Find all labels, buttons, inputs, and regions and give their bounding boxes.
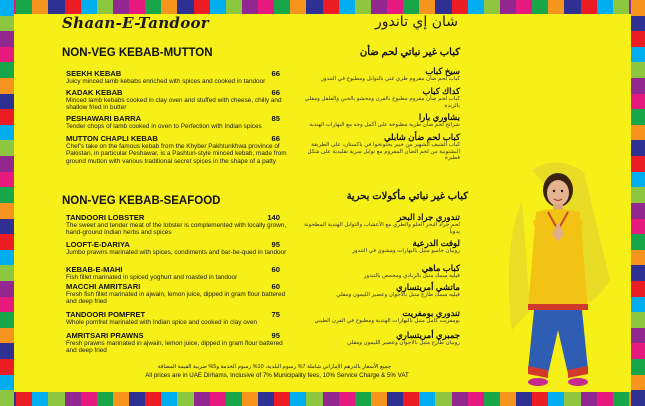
border-patch [16, 392, 32, 406]
border-patch [0, 265, 14, 281]
item-description: Tender chops of lamb cooked in oven to Perfection with Indian spices [66, 123, 262, 130]
border-patch [0, 94, 14, 110]
border-patch [631, 359, 645, 375]
menu-item-arabic [300, 308, 460, 325]
border-patch [631, 0, 645, 16]
item-price: 95 [271, 331, 280, 340]
footer-note: All prices are in UAE Dirhams, Inclusive of 7% Municipality fees, 10% Service Charge & 5% VAT [145, 372, 409, 379]
footer-note-arabic: جميع الأسعار بالدرهم الإماراتي شاملة 7% رسوم البلدية، 10% رسوم الخدمة و5% ضريبة القيمة المضافة [157, 364, 392, 370]
border-patch [631, 219, 645, 235]
border-patch [0, 31, 14, 47]
item-name: LOOFT-E-DARIYA [66, 240, 130, 249]
item-name-arabic: كداك كباب [422, 86, 460, 96]
border-patch [210, 0, 226, 14]
item-description: Fresh prawns marinated in ajwain, lemon juice, dipped in gram flour battered and deep fried [66, 340, 283, 355]
border-patch [631, 390, 645, 406]
border-patch [631, 125, 645, 141]
border-patch [631, 343, 645, 359]
border-patch [161, 0, 177, 14]
border-patch [631, 31, 645, 47]
border-patch [597, 0, 613, 14]
border-patch [500, 0, 516, 14]
border-patch [631, 16, 645, 32]
border-patch [0, 140, 14, 156]
border-patch [0, 328, 14, 344]
border-patch [0, 390, 14, 406]
border-patch [65, 0, 81, 14]
border-patch [516, 392, 532, 406]
border-patch [113, 0, 129, 14]
item-description-arabic: كباب لحم ضأن مفروم مطبوخ بالفرن ومحشو بالجبن والفلفل ومقلي بالزبدة [304, 96, 460, 109]
border-patch [419, 0, 435, 14]
item-price: 60 [271, 265, 280, 274]
item-description: Jumbo prawns marinated with spices, condiments and bar-be-qued in tandoor [66, 249, 287, 256]
menu-item-arabic [300, 86, 460, 109]
border-patch [16, 0, 32, 14]
border-patch [81, 392, 97, 406]
border-patch [484, 392, 500, 406]
border-patch [355, 0, 371, 14]
border-patch [48, 392, 64, 406]
border-patch [631, 109, 645, 125]
border-patch [129, 392, 145, 406]
item-name: TANDOORI POMFRET [66, 310, 146, 319]
border-patch [48, 0, 64, 14]
border-patch [403, 392, 419, 406]
border-patch [339, 0, 355, 14]
border-patch [274, 0, 290, 14]
menu-item [66, 69, 288, 85]
menu-item-arabic [300, 132, 460, 162]
border-patch [177, 0, 193, 14]
border-patch [0, 187, 14, 203]
border-patch [81, 0, 97, 14]
border-patch [226, 392, 242, 406]
menu-item-arabic [300, 263, 460, 280]
menu-item [66, 88, 288, 112]
menu-item [66, 240, 288, 256]
border-patch [0, 234, 14, 250]
border-patch [323, 0, 339, 14]
border-patch [0, 62, 14, 78]
border-patch [65, 392, 81, 406]
item-name-arabic: جمبري أمريتساري [396, 330, 460, 340]
border-patch [0, 78, 14, 94]
item-name: KADAK KEBAB [66, 88, 123, 97]
border-patch [631, 94, 645, 110]
menu-item-arabic [300, 66, 460, 83]
item-name: MACCHI AMRITSARI [66, 282, 141, 291]
border-patch [210, 392, 226, 406]
border-patch [631, 297, 645, 313]
border-patch [0, 47, 14, 63]
decorative-border-top [0, 0, 645, 14]
border-patch [631, 47, 645, 63]
item-name-arabic: ماتشي أمريتساري [395, 282, 460, 292]
border-patch [387, 392, 403, 406]
border-patch [145, 0, 161, 14]
border-patch [242, 0, 258, 14]
menu-item-arabic [300, 330, 460, 347]
border-patch [323, 392, 339, 406]
border-patch [631, 328, 645, 344]
border-patch [242, 392, 258, 406]
border-patch [145, 392, 161, 406]
border-patch [258, 392, 274, 406]
border-patch [564, 0, 580, 14]
border-patch [290, 392, 306, 406]
item-name-arabic: كباب لحم ضأن شابلي [383, 132, 460, 142]
item-description: The sweet and tender meat of the lobster is complemented with locally grown, hand-ground Indian herbs and spices [66, 222, 287, 237]
item-description: Fish fillet marinated in spiced yoghurt and roasted in tandoor [66, 274, 238, 281]
item-price: 75 [271, 310, 280, 319]
item-description: Chef's take on the famous kebab from the Khyber Pakhtunkhwa province of Pakistan, in particular Peshawar, is a Pashtun-style minced kebab, made from ground mutton with various traditional secret spices in the shape of a patty [66, 143, 287, 165]
border-patch [631, 234, 645, 250]
decorative-border-left [0, 0, 14, 406]
border-patch [0, 0, 14, 16]
section-title-seafood: NON-VEG KEBAB-SEAFOOD [62, 195, 221, 207]
border-patch [387, 0, 403, 14]
restaurant-title: Shaan-E-Tandoor [62, 14, 210, 32]
item-name: MUTTON CHAPLI KEBAB [66, 134, 158, 143]
border-patch [613, 392, 629, 406]
border-patch [0, 172, 14, 188]
border-patch [306, 392, 322, 406]
border-patch [631, 140, 645, 156]
border-patch [631, 187, 645, 203]
menu-item [66, 134, 288, 165]
woman-in-traditional-dress-image [492, 160, 622, 390]
border-patch [516, 0, 532, 14]
border-patch [0, 203, 14, 219]
border-patch [355, 392, 371, 406]
border-patch [581, 392, 597, 406]
item-name: SEEKH KEBAB [66, 69, 122, 78]
section-title-mutton-arabic: كباب غير نباتي لحم ضأن [359, 47, 460, 58]
border-patch [452, 392, 468, 406]
border-patch [97, 0, 113, 14]
border-patch [0, 281, 14, 297]
item-description-arabic: لحم جراد البحر الحلو والطري مع الأعشاب والتوابل الهندية المطحونة يدوياً [304, 222, 460, 235]
border-patch [631, 265, 645, 281]
decorative-border-right [631, 0, 645, 406]
border-patch [581, 0, 597, 14]
border-patch [274, 392, 290, 406]
border-patch [548, 0, 564, 14]
border-patch [339, 392, 355, 406]
menu-item-arabic [300, 212, 460, 235]
border-patch [129, 0, 145, 14]
border-patch [371, 0, 387, 14]
border-patch [435, 392, 451, 406]
menu-item [66, 310, 288, 326]
border-patch [435, 0, 451, 14]
border-patch [113, 392, 129, 406]
border-patch [631, 312, 645, 328]
border-patch [0, 156, 14, 172]
border-patch [0, 125, 14, 141]
item-price: 66 [271, 88, 280, 97]
item-name: TANDOORI LOBSTER [66, 213, 145, 222]
border-patch [0, 109, 14, 125]
restaurant-title-arabic: شان إي تاندور [375, 14, 458, 30]
decorative-border-bottom [0, 392, 645, 406]
item-name-arabic: بشاوري بارا [418, 112, 460, 122]
border-patch [161, 392, 177, 406]
item-description: Whole pomfret marinated with Indian spice and cooked in clay oven [66, 319, 258, 326]
border-patch [468, 0, 484, 14]
border-patch [0, 250, 14, 266]
item-description-arabic: فيليه سمك طازج متبل بالأجوان وعصير الليمون ومقلي [336, 292, 460, 298]
border-patch [532, 392, 548, 406]
menu-item [66, 331, 288, 355]
item-description-arabic: فيليه سمك متبل بالزبادي ومحمص بالتندور [363, 273, 460, 279]
border-patch [548, 392, 564, 406]
border-patch [631, 203, 645, 219]
item-price: 66 [271, 134, 280, 143]
border-patch [500, 392, 516, 406]
border-patch [631, 172, 645, 188]
border-patch [258, 0, 274, 14]
menu-item-arabic [300, 282, 460, 299]
border-patch [631, 156, 645, 172]
item-price: 140 [267, 213, 280, 222]
section-title-seafood-arabic: كباب غير نباتي مأكولات بحرية [346, 191, 468, 202]
item-name-arabic: كباب ماهي [421, 263, 460, 273]
border-patch [0, 16, 14, 32]
border-patch [0, 359, 14, 375]
border-patch [0, 219, 14, 235]
border-patch [564, 392, 580, 406]
border-patch [177, 392, 193, 406]
border-patch [194, 392, 210, 406]
border-patch [0, 312, 14, 328]
menu-item [66, 265, 288, 281]
border-patch [484, 0, 500, 14]
menu-item-arabic [300, 112, 460, 129]
item-description: Juicy minced lamb kebabs enriched with spices and cooked in tandoor [66, 78, 266, 85]
border-patch [0, 297, 14, 313]
border-patch [613, 0, 629, 14]
border-patch [0, 343, 14, 359]
border-patch [532, 0, 548, 14]
menu-item [66, 282, 288, 306]
border-patch [97, 392, 113, 406]
border-patch [32, 392, 48, 406]
menu-item-arabic [300, 238, 460, 255]
item-name-arabic: تندوري بومفريت [402, 308, 460, 318]
item-description: Fresh fish fillet marinated in ajwain, lemon juice, dipped in gram flour battered and deep fried [66, 291, 286, 306]
item-description-arabic: روبيان طازج متبل بالأجوان وعصير الليمون ومقلي [346, 340, 460, 346]
item-description-arabic: كباب الشيف الشهير من خيبر بختونخوا في باكستان، على الطريقة البشتونية من لحم الضأن المفروم مع توابل سرية تقليدية على شكل فطيرة [307, 142, 460, 162]
item-name: PESHAWARI BARRA [66, 114, 142, 123]
border-patch [226, 0, 242, 14]
item-price: 95 [271, 240, 280, 249]
border-patch [631, 281, 645, 297]
item-name: KEBAB-E-MAHI [66, 265, 123, 274]
item-price: 85 [271, 114, 280, 123]
border-patch [290, 0, 306, 14]
border-patch [371, 392, 387, 406]
border-patch [631, 375, 645, 391]
item-description-arabic: روبيان جامبو متبل بالبهارات ومشوي في التندور [352, 248, 460, 254]
item-name-arabic: تندوري جراد البحر [397, 212, 460, 222]
section-title-mutton: NON-VEG KEBAB-MUTTON [62, 47, 213, 59]
border-patch [452, 0, 468, 14]
item-name-arabic: لوفت الدرعية [412, 238, 460, 248]
border-patch [194, 0, 210, 14]
item-description-arabic: شرائح لحم ضأن طرية مطبوخة على أكمل وجه مع البهارات الهندية [309, 122, 460, 128]
item-price: 60 [271, 282, 280, 291]
border-patch [403, 0, 419, 14]
border-patch [631, 78, 645, 94]
item-description-arabic: كباب لحم ضأن مفروم طري غني بالتوابل ومطبوخ في التندور [321, 76, 460, 82]
item-description: Minced lamb kebabs cooked in clay oven and stuffed with cheese, chilly and shallow fried in butter [66, 97, 282, 112]
border-patch [306, 0, 322, 14]
item-description-arabic: بومفريت كامل متبل بالبهارات الهندية ومطبوخ في الفرن الطيني [314, 318, 460, 324]
border-patch [0, 375, 14, 391]
border-patch [468, 392, 484, 406]
border-patch [631, 62, 645, 78]
border-patch [419, 392, 435, 406]
menu-item [66, 114, 288, 130]
menu-item [66, 213, 288, 237]
border-patch [32, 0, 48, 14]
item-price: 66 [271, 69, 280, 78]
border-patch [597, 392, 613, 406]
item-name: AMRITSARI PRAWNS [66, 331, 144, 340]
item-name-arabic: سيخ كباب [425, 66, 460, 76]
border-patch [631, 250, 645, 266]
